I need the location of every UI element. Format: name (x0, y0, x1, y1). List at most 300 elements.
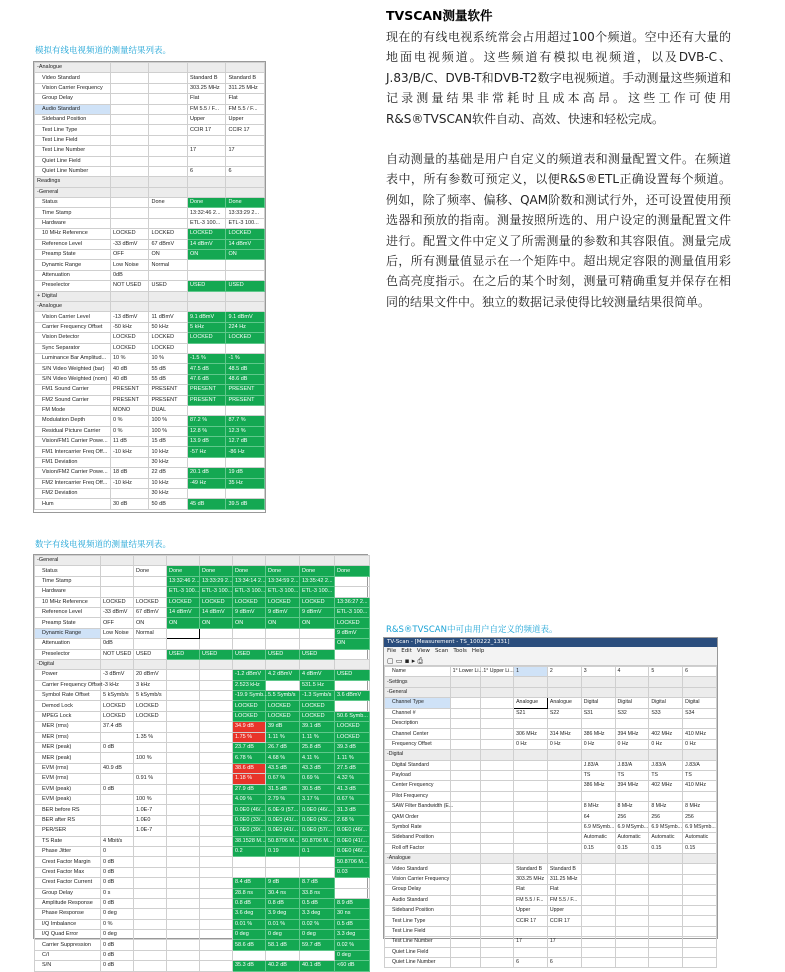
table-cell (187, 187, 226, 197)
table-row[interactable] (385, 833, 717, 843)
section-row[interactable] (35, 659, 370, 669)
menu-item-help[interactable]: Help (471, 648, 485, 654)
table-row[interactable] (35, 73, 265, 83)
table-cell: 5.5 Symb/s (266, 691, 300, 701)
save-icon[interactable]: ▪ (404, 657, 410, 665)
table-row[interactable] (35, 385, 265, 395)
table-row[interactable] (35, 919, 370, 929)
table-row[interactable] (35, 670, 370, 680)
table-row[interactable] (385, 791, 717, 801)
table-cell: 28.8 ns (233, 888, 266, 898)
table-cell: 50.8706 M... (266, 836, 300, 846)
table-cell: FM1 Sound Carrier (35, 385, 111, 395)
new-icon[interactable]: ▢ (387, 657, 394, 665)
table-cell: LOCKED (335, 618, 370, 628)
table-cell (481, 812, 514, 822)
table-cell (481, 895, 514, 905)
table-cell (481, 843, 514, 853)
table-row[interactable] (35, 478, 265, 488)
table-cell: Crest Factor Margin (35, 857, 101, 867)
table-cell (450, 729, 481, 739)
table-cell: 3 kHz (134, 680, 167, 690)
table-cell: 2.79 % (266, 794, 300, 804)
table-cell (149, 125, 188, 135)
table-cell: LOCKED (134, 701, 167, 711)
table-cell: 0 Hz (683, 739, 717, 749)
table-cell (335, 659, 370, 669)
table-row[interactable] (35, 166, 265, 176)
table-cell (167, 878, 200, 888)
table-cell: 38.1528 M... (233, 836, 266, 846)
table-row[interactable] (35, 566, 370, 576)
table-row[interactable] (35, 364, 265, 374)
table-row[interactable] (35, 961, 370, 971)
table-row[interactable] (35, 950, 370, 960)
table-cell: EVM (peak) (35, 794, 101, 804)
table-cell: 27.5 dB (335, 763, 370, 773)
table-cell: 10 kHz (149, 478, 188, 488)
table-row[interactable] (385, 770, 717, 780)
table-cell (335, 680, 370, 690)
table-cell (200, 691, 233, 701)
table-cell (200, 711, 233, 721)
menu-item-edit[interactable]: Edit (401, 648, 412, 654)
table-row[interactable] (35, 114, 265, 124)
table-cell: 40.9 dB (101, 763, 134, 773)
table-row[interactable] (35, 784, 370, 794)
table-row[interactable] (35, 426, 265, 436)
table-row[interactable] (35, 846, 370, 856)
table-cell: 13:35:42 2... (300, 576, 335, 586)
table-row[interactable] (385, 864, 717, 874)
section-row[interactable] (35, 291, 265, 301)
table-cell: Automatic (615, 833, 649, 843)
table-cell (110, 177, 149, 187)
table-row[interactable] (385, 905, 717, 915)
table-cell (514, 718, 548, 728)
table-cell (233, 556, 266, 566)
table-cell (615, 854, 649, 864)
table-cell (649, 874, 683, 884)
table-cell (101, 732, 134, 742)
table-row[interactable] (385, 802, 717, 812)
table-row[interactable] (35, 260, 265, 270)
table-cell (110, 114, 149, 124)
table-cell: Quiet Line Number (385, 957, 451, 967)
table-cell: OFF (101, 618, 134, 628)
table-cell (200, 950, 233, 960)
table-cell (547, 781, 581, 791)
table-row[interactable] (35, 576, 370, 586)
table-cell: 4.68 % (266, 753, 300, 763)
table-cell: SAW Filter Bandwidth (E... (385, 802, 451, 812)
table-row[interactable] (35, 374, 265, 384)
table-row[interactable] (35, 732, 370, 742)
table-row[interactable] (35, 805, 370, 815)
open-icon[interactable]: ▭ (395, 657, 403, 665)
table-cell: 0.15 (581, 843, 615, 853)
tvscan-description (386, 6, 731, 312)
table-row[interactable] (35, 794, 370, 804)
table-cell (481, 947, 514, 957)
table-cell: CCIR 17 (187, 125, 226, 135)
table-cell (481, 916, 514, 926)
table-cell: 1.11 % (266, 732, 300, 742)
table-cell: LOCKED (335, 722, 370, 732)
table-cell (514, 687, 548, 697)
table-row[interactable] (35, 94, 265, 104)
table-row[interactable] (385, 718, 717, 728)
table-cell: 0 Hz (581, 739, 615, 749)
table-cell (450, 677, 481, 687)
table-cell: MER (peak) (35, 753, 101, 763)
table-row[interactable] (35, 125, 265, 135)
table-cell: 50 kHz (149, 322, 188, 332)
section-row[interactable] (35, 63, 265, 73)
table-cell (101, 826, 134, 836)
table-cell (167, 670, 200, 680)
table-cell: 31.5 dB (266, 784, 300, 794)
table-cell: 67 dBmV (149, 239, 188, 249)
table-cell: 5 (649, 667, 683, 677)
table-row[interactable] (35, 468, 265, 478)
table-cell (167, 836, 200, 846)
table-cell: ETL-3 100... (300, 587, 335, 597)
table-cell (200, 919, 233, 929)
table-row[interactable] (385, 667, 717, 677)
table-cell: Normal (134, 628, 167, 638)
table-cell: 40.2 dB (266, 961, 300, 971)
menu-item-tools[interactable]: Tools (453, 648, 467, 654)
table-row[interactable] (35, 156, 265, 166)
table-cell (514, 812, 548, 822)
table-cell: -3 kHz (101, 680, 134, 690)
table-cell: 1° Lower Li... (450, 667, 481, 677)
table-cell (547, 677, 581, 687)
table-cell (266, 867, 300, 877)
window-title: TV-Scan - [Measurement - TS_100222_1331] (384, 638, 717, 647)
table-row[interactable] (35, 281, 265, 291)
table-cell (615, 937, 649, 947)
table-cell: Group Delay (35, 94, 111, 104)
table-cell (649, 750, 683, 760)
table-cell (226, 270, 265, 280)
table-row[interactable] (385, 698, 717, 708)
table-row[interactable] (35, 691, 370, 701)
table-row[interactable] (385, 708, 717, 718)
section-row[interactable] (35, 187, 265, 197)
table-cell: 0.01 % (266, 919, 300, 929)
table-cell: 39 dB (266, 722, 300, 732)
table-cell (615, 895, 649, 905)
table-cell: 386 MHz (581, 729, 615, 739)
table-row[interactable] (35, 395, 265, 405)
table-cell: FM1 Deviation (35, 457, 111, 467)
table-cell: FM1 Intercarrier Freq Off... (35, 447, 111, 457)
table-row[interactable] (35, 499, 265, 509)
table-row[interactable] (35, 270, 265, 280)
table-cell: -3 dBmV (101, 670, 134, 680)
table-row[interactable] (35, 857, 370, 867)
table-cell: LOCKED (200, 597, 233, 607)
table-row[interactable] (35, 618, 370, 628)
table-row[interactable] (35, 826, 370, 836)
table-cell: Vision Carrier Level (35, 312, 111, 322)
table-row[interactable] (35, 930, 370, 940)
table-cell (101, 556, 134, 566)
table-cell (481, 937, 514, 947)
table-cell: Reference Level (35, 239, 111, 249)
table-cell: 5 kSymb/s (134, 691, 167, 701)
table-row[interactable] (35, 198, 265, 208)
table-cell: FM 5.5 / F... (514, 895, 548, 905)
table-cell: J.83/A (683, 760, 717, 770)
table-cell: 13:33:29 2... (226, 208, 265, 218)
table-cell: 13.9 dB (187, 437, 226, 447)
table-cell (481, 739, 514, 749)
table-cell (649, 791, 683, 801)
table-cell: -Analogue (385, 854, 451, 864)
table-cell (450, 770, 481, 780)
table-row[interactable] (35, 405, 265, 415)
table-cell: LOCKED (335, 732, 370, 742)
table-cell: J.83/A (615, 760, 649, 770)
table-cell: LOCKED (149, 229, 188, 239)
table-cell: 4 Mbit/s (101, 836, 134, 846)
table-row[interactable] (35, 218, 265, 228)
table-row[interactable] (385, 729, 717, 739)
table-cell: Quiet Line Number (35, 166, 111, 176)
table-row[interactable] (35, 628, 370, 638)
table-row[interactable] (35, 239, 265, 249)
table-row[interactable] (385, 885, 717, 895)
table-cell: 256 (683, 812, 717, 822)
table-cell (200, 556, 233, 566)
table-cell: 3 (581, 667, 615, 677)
table-row[interactable] (35, 909, 370, 919)
table-row[interactable] (35, 457, 265, 467)
table-cell (101, 566, 134, 576)
table-cell: 0 dB (101, 867, 134, 877)
section-row[interactable] (385, 854, 717, 864)
table-cell: 17 (187, 146, 226, 156)
table-cell: -1.5 % (187, 353, 226, 363)
table-cell: Upper (547, 905, 581, 915)
table-cell (266, 857, 300, 867)
table-row[interactable] (385, 916, 717, 926)
table-cell: LOCKED (110, 333, 149, 343)
table-row[interactable] (35, 711, 370, 721)
table-cell: Audio Standard (385, 895, 451, 905)
table-cell: 4 (615, 667, 649, 677)
table-cell: 0.69 % (300, 774, 335, 784)
table-row[interactable] (35, 322, 265, 332)
table-cell: 67 dBmV (134, 607, 167, 617)
table-cell (233, 950, 266, 960)
table-cell: C/I (35, 950, 101, 960)
table-row[interactable] (35, 763, 370, 773)
table-cell: ON (134, 618, 167, 628)
table-cell (149, 83, 188, 93)
table-cell: 13:36:27 2... (335, 597, 370, 607)
table-cell: 59.7 dB (300, 940, 335, 950)
table-row[interactable] (35, 940, 370, 950)
table-cell (266, 639, 300, 649)
table-row[interactable] (385, 874, 717, 884)
table-cell (683, 885, 717, 895)
table-cell: 6.78 % (233, 753, 266, 763)
table-row[interactable] (385, 947, 717, 957)
table-cell (335, 576, 370, 586)
table-cell (581, 905, 615, 915)
table-cell: 0.5 dB (300, 898, 335, 908)
table-row[interactable] (35, 867, 370, 877)
table-cell: 0 deg (266, 930, 300, 940)
table-cell: Test Line Type (385, 916, 451, 926)
table-row[interactable] (35, 753, 370, 763)
table-row[interactable] (35, 815, 370, 825)
table-row[interactable] (35, 836, 370, 846)
table-row[interactable] (385, 822, 717, 832)
table-row[interactable] (35, 743, 370, 753)
table-cell: Video Standard (385, 864, 451, 874)
section-row[interactable] (385, 677, 717, 687)
table-row[interactable] (385, 843, 717, 853)
table-cell: LOCKED (134, 711, 167, 721)
table-row[interactable] (35, 146, 265, 156)
table-cell (149, 63, 188, 73)
table-cell: 20 dBmV (134, 670, 167, 680)
table-cell: -Digital (385, 750, 451, 760)
table-row[interactable] (35, 447, 265, 457)
table-row[interactable] (385, 760, 717, 770)
table-row[interactable] (385, 926, 717, 936)
table-cell (226, 177, 265, 187)
table-row[interactable] (35, 333, 265, 343)
play-icon[interactable]: ▸ (411, 657, 416, 665)
table-cell: 0.0E0 (46/... (335, 826, 370, 836)
table-cell: 6 (226, 166, 265, 176)
table-cell (450, 781, 481, 791)
table-cell (615, 687, 649, 697)
table-cell (134, 639, 167, 649)
table-cell: ON (187, 250, 226, 260)
table-cell: 0 dB (101, 950, 134, 960)
table-row[interactable] (385, 812, 717, 822)
table-row[interactable] (35, 83, 265, 93)
table-row[interactable] (35, 680, 370, 690)
table-cell (200, 680, 233, 690)
table-row[interactable] (385, 781, 717, 791)
table-cell: 55 dB (149, 374, 188, 384)
table-cell: DUAL (149, 405, 188, 415)
table-row[interactable] (35, 135, 265, 145)
table-cell: 8.4 dB (233, 878, 266, 888)
table-row[interactable] (385, 957, 717, 967)
menu-item-view[interactable]: View (416, 648, 430, 654)
table-row[interactable] (35, 607, 370, 617)
table-cell (200, 815, 233, 825)
table-row[interactable] (35, 208, 265, 218)
table-cell: Channel Center (385, 729, 451, 739)
table-row[interactable] (35, 343, 265, 353)
table-cell (335, 556, 370, 566)
table-cell (481, 687, 514, 697)
table-cell (581, 895, 615, 905)
table-row[interactable] (35, 722, 370, 732)
table-cell: 8.9 dB (335, 898, 370, 908)
table-row[interactable] (35, 416, 265, 426)
table-row[interactable] (35, 489, 265, 499)
section-row[interactable] (35, 556, 370, 566)
table-cell: 0 dB (101, 878, 134, 888)
table-cell: -General (35, 556, 101, 566)
section-row[interactable] (35, 177, 265, 187)
table-row[interactable] (35, 888, 370, 898)
table-cell: 4 dBmV (300, 670, 335, 680)
table-cell: Carrier Suppression (35, 940, 101, 950)
table-cell: 402 MHz (649, 729, 683, 739)
table-cell (335, 701, 370, 711)
table-cell (581, 874, 615, 884)
section-row[interactable] (35, 301, 265, 311)
table-row[interactable] (385, 937, 717, 947)
table-cell (683, 947, 717, 957)
table-cell (450, 916, 481, 926)
menu-item-file[interactable]: File (387, 648, 397, 654)
table-cell (514, 770, 548, 780)
table-row[interactable] (35, 587, 370, 597)
table-row[interactable] (35, 701, 370, 711)
table-cell: -General (385, 687, 451, 697)
table-cell: Status (35, 566, 101, 576)
table-row[interactable] (35, 250, 265, 260)
table-cell (134, 940, 167, 950)
table-row[interactable] (35, 649, 370, 659)
table-row[interactable] (35, 898, 370, 908)
table-cell: LOCKED (226, 333, 265, 343)
table-cell (187, 135, 226, 145)
table-row[interactable] (385, 895, 717, 905)
section-row[interactable] (385, 687, 717, 697)
table-cell: NOT USED (101, 649, 134, 659)
table-row[interactable] (35, 597, 370, 607)
table-row[interactable] (35, 353, 265, 363)
table-row[interactable] (35, 878, 370, 888)
table-row[interactable] (35, 774, 370, 784)
section-row[interactable] (385, 750, 717, 760)
table-row[interactable] (35, 312, 265, 322)
table-cell: Done (187, 198, 226, 208)
table-cell: 9 dBmV (233, 607, 266, 617)
table-row[interactable] (385, 739, 717, 749)
table-row[interactable] (35, 104, 265, 114)
table-cell (187, 457, 226, 467)
table-cell: CCIR 17 (514, 916, 548, 926)
table-cell: 14 dBmV (187, 239, 226, 249)
table-cell: 11 dBmV (149, 312, 188, 322)
table-cell (581, 677, 615, 687)
table-cell: 48.6 dB (226, 374, 265, 384)
print-icon[interactable]: ⎙ (417, 657, 424, 665)
menu-item-scan[interactable]: Scan (434, 648, 449, 654)
table-cell: 1.18 % (233, 774, 266, 784)
table-cell: CCIR 17 (547, 916, 581, 926)
table-row[interactable] (35, 639, 370, 649)
table-cell: Carrier Frequency Offset (35, 680, 101, 690)
table-row[interactable] (35, 437, 265, 447)
table-row[interactable] (35, 229, 265, 239)
